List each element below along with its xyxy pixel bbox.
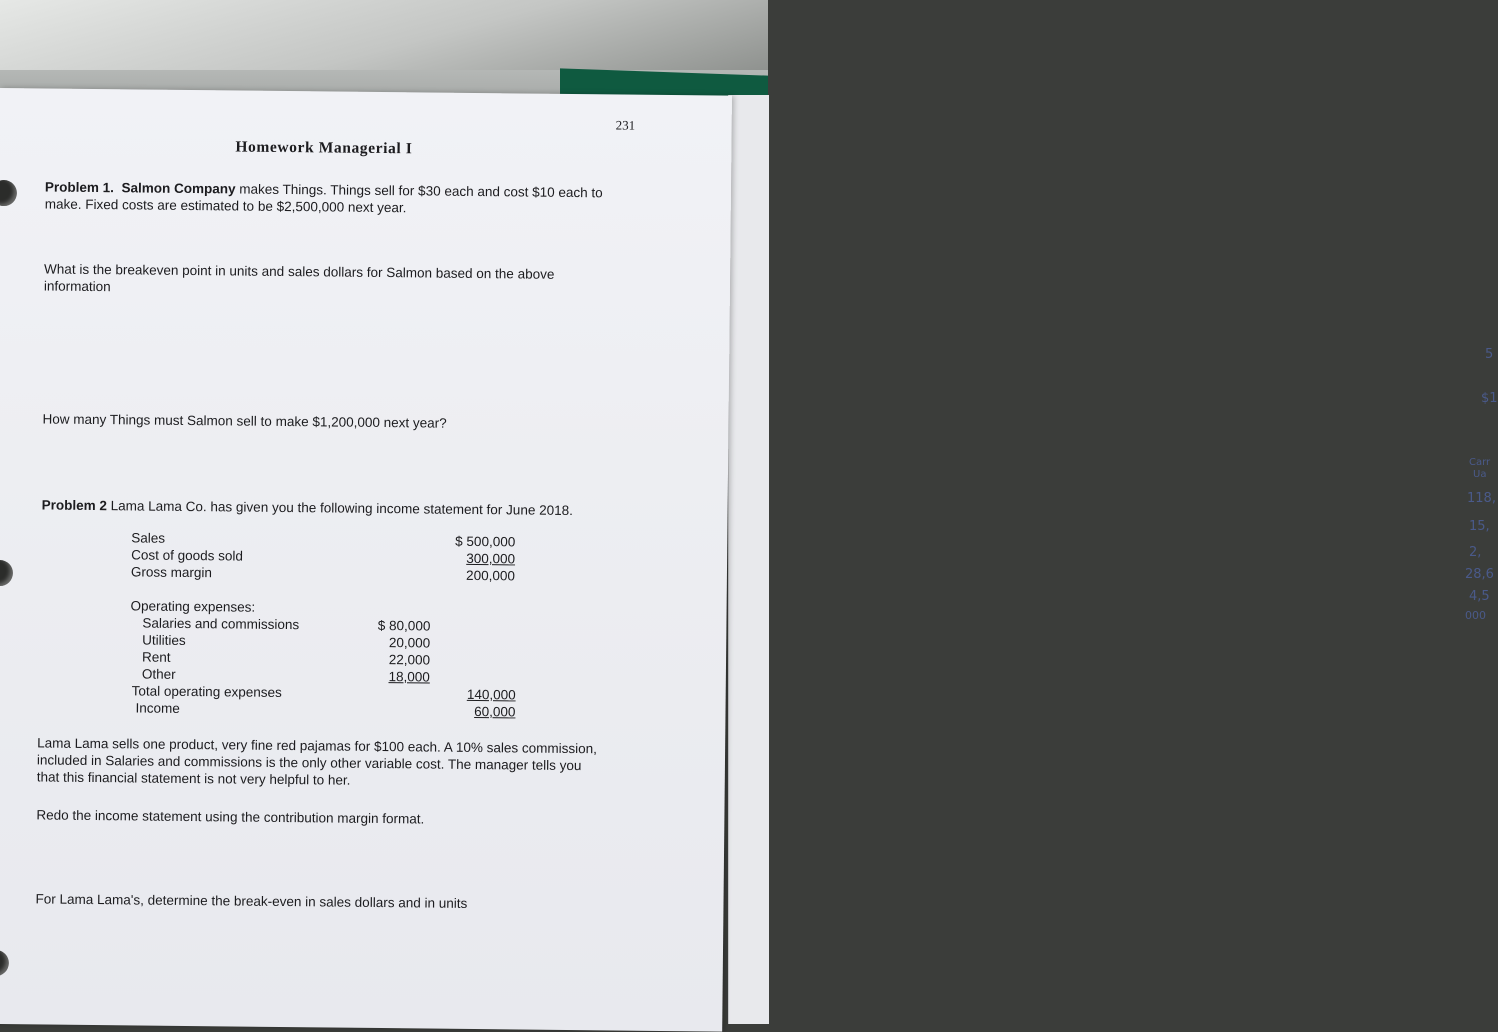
margin-note: Ua — [1473, 469, 1487, 480]
salaries-label: Salaries and commissions — [142, 615, 300, 633]
binder-hole — [0, 560, 13, 586]
page-title: Homework Managerial I — [235, 138, 413, 158]
paragraph-line2: included in Salaries and commissions is the only other variable cost. The manager tells you — [36, 752, 582, 774]
page-number: 231 — [615, 117, 636, 133]
problem1-line2: make. Fixed costs are estimated to be $2,500,000 next year. — [44, 196, 407, 216]
margin-note: 4,5 — [1469, 589, 1490, 604]
utilities-value: 20,000 — [388, 635, 431, 651]
income-label: Income — [135, 700, 180, 716]
other-label: Other — [141, 666, 176, 682]
margin-note: 000 — [1465, 609, 1486, 622]
margin-note: 28,6 — [1465, 567, 1494, 582]
breakeven-question: For Lama Lama's, determine the break-even in sales dollars and in units — [35, 891, 468, 911]
utilities-label: Utilities — [142, 632, 186, 648]
question2: How many Things must Salmon sell to make $1,200,000 next year? — [42, 411, 447, 431]
margin-note: 2, — [1469, 545, 1482, 560]
other-value: 18,000 — [388, 669, 430, 685]
problem2-intro — [42, 496, 573, 519]
redo-instruction: Redo the income statement using the contribution margin format. — [36, 807, 425, 827]
paper-shadow — [0, 0, 768, 70]
margin-note: Carr — [1469, 457, 1491, 468]
homework-page — [0, 88, 732, 1032]
total-opex-label: Total operating expenses — [131, 683, 282, 700]
margin-note: 15, — [1469, 519, 1490, 534]
cogs-value: 300,000 — [466, 550, 516, 567]
gross-margin-value: 200,000 — [466, 567, 515, 584]
side-paper-sheet — [728, 95, 1498, 1024]
sales-value: $ 500,000 — [455, 533, 516, 550]
question1-line1: What is the breakeven point in units and sales dollars for Salmon based on the above — [44, 261, 555, 282]
margin-note: $1 — [1481, 391, 1498, 406]
cogs-label: Cost of goods sold — [131, 547, 244, 564]
paragraph-line1: Lama Lama sells one product, very fine red pajamas for $100 each. A 10% sales commission, — [37, 735, 597, 757]
problem1-label: Problem 1. — [44, 179, 115, 196]
question1-line2: information — [43, 278, 111, 295]
sales-label: Sales — [131, 530, 166, 546]
binder-hole — [0, 180, 17, 206]
company-name: Salmon Company — [121, 180, 236, 197]
salaries-value: $ 80,000 — [377, 617, 431, 634]
paragraph-line3: that this financial statement is not very helpful to her. — [36, 769, 351, 788]
total-opex-value: 140,000 — [466, 686, 516, 703]
rent-label: Rent — [141, 649, 171, 665]
margin-note: 118, — [1467, 491, 1496, 506]
problem1-text: makes Things. Things sell for $30 each and cost $10 each to — [235, 181, 603, 201]
problem2-text: Lama Lama Co. has given you the following income statement for June 2018. — [106, 498, 573, 519]
rent-value: 22,000 — [388, 652, 431, 668]
binder-hole — [0, 950, 9, 976]
margin-note: 5 — [1485, 347, 1494, 362]
opex-label: Operating expenses: — [130, 598, 256, 615]
problem2-label: Problem 2 — [41, 497, 107, 514]
gross-margin-label: Gross margin — [130, 564, 213, 581]
income-value: 60,000 — [474, 704, 516, 720]
